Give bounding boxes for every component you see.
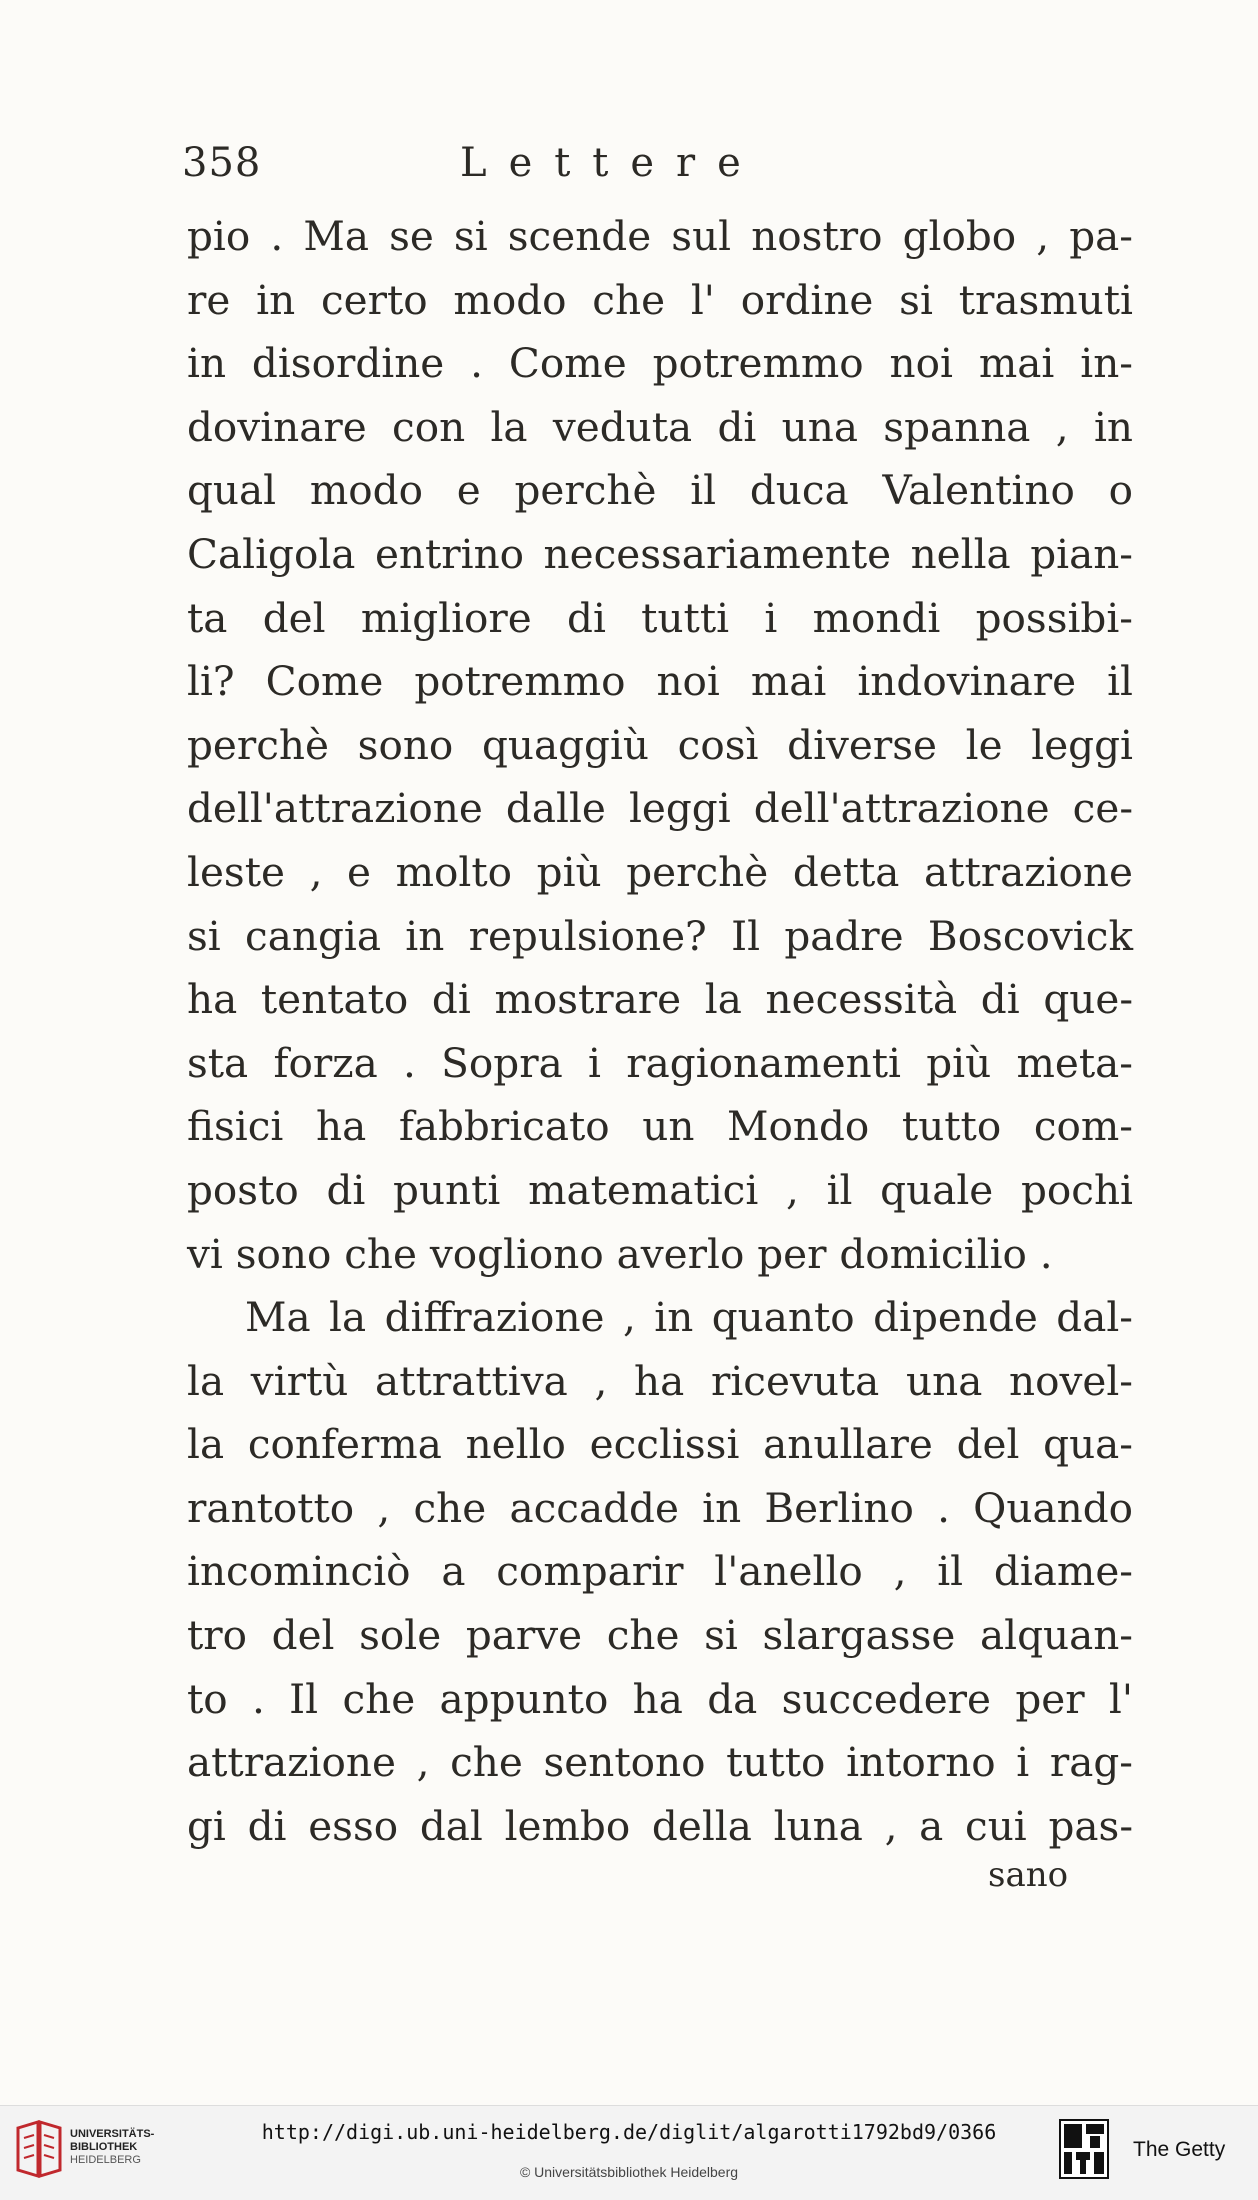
running-title: Lettere	[460, 140, 763, 186]
institution-line: UNIVERSITÄTS-	[70, 2128, 155, 2140]
text-line: ta del migliore di tutti i mondi possibi-	[187, 593, 1133, 642]
body-text	[187, 205, 1133, 1858]
page-number: 358	[182, 140, 262, 186]
text-line: qual modo e perchè il duca Valentino o	[187, 466, 1133, 515]
text-line: re in certo modo che l' ordine si trasmuti	[187, 275, 1133, 324]
text-line: in disordine . Come potremmo noi mai in-	[187, 339, 1133, 388]
text-line: Caligola entrino necessariamente nella pian-	[187, 529, 1133, 578]
viewer-footer	[0, 2105, 1258, 2200]
text-line: dovinare con la veduta di una spanna , in	[187, 402, 1133, 451]
text-line: ha tentato di mostrare la necessità di que-	[187, 975, 1133, 1024]
text-line: posto di punti matematici , il quale pochi	[187, 1165, 1133, 1214]
copyright-notice: © Universitätsbibliothek Heidelberg	[519, 2164, 739, 2180]
text-line: pio . Ma se si scende sul nostro globo , pa-	[187, 212, 1133, 260]
text-line: si cangia in repulsione? Il padre Boscovick	[187, 911, 1133, 960]
page-header	[182, 140, 882, 200]
institution-line: HEIDELBERG	[70, 2154, 141, 2166]
source-url-link[interactable]: http://digi.ub.uni-heidelberg.de/diglit/algarotti1792bd9/0366	[261, 2120, 997, 2144]
text-line: gi di esso dal lembo della luna , a cui pas-	[187, 1801, 1133, 1850]
getty-logo-icon[interactable]	[1058, 2118, 1110, 2180]
text-line: dell'attrazione dalle leggi dell'attrazione ce-	[187, 784, 1133, 833]
institution-line: BIBLIOTHEK	[70, 2141, 138, 2153]
partner-name: The Getty	[1133, 2138, 1226, 2161]
catchword: sano	[988, 1855, 1069, 1895]
text-line: incominciò a comparir l'anello , il diame-	[187, 1547, 1133, 1596]
text-line: tro del sole parve che si slargasse alquan-	[187, 1611, 1133, 1660]
text-line: la virtù attrattiva , ha ricevuta una novel-	[187, 1356, 1133, 1405]
text-line: leste , e molto più perchè detta attrazione	[187, 847, 1133, 896]
text-line: la conferma nello ecclissi anullare del qua-	[187, 1420, 1133, 1469]
text-line: fisici ha fabbricato un Mondo tutto com-	[187, 1102, 1133, 1151]
text-line: attrazione , che sentono tutto intorno i rag-	[187, 1738, 1133, 1787]
text-line: sta forza . Sopra i ragionamenti più meta-	[187, 1038, 1133, 1087]
text-line: li? Come potremmo noi mai indovinare il	[187, 657, 1133, 706]
text-line: rantotto , che accadde in Berlino . Quando	[187, 1483, 1133, 1532]
text-line: perchè sono quaggiù così diverse le leggi	[187, 720, 1133, 769]
text-line: Ma la diffrazione , in quanto dipende dal-	[245, 1293, 1133, 1342]
text-line: vi sono che vogliono averlo per domicilio .	[187, 1229, 1053, 1278]
text-line: to . Il che appunto ha da succedere per l'	[187, 1674, 1133, 1723]
